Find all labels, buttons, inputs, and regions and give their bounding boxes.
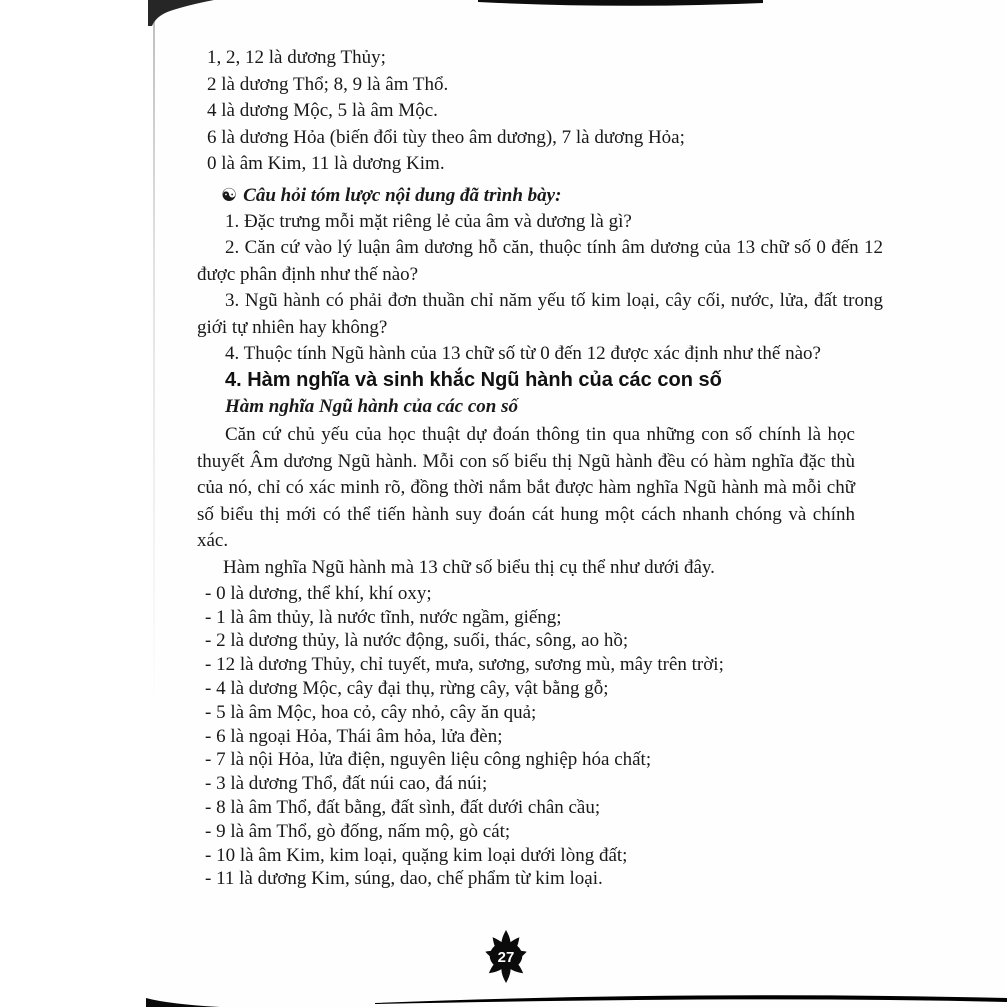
question-item: 4. Thuộc tính Ngũ hành của 13 chữ số từ 0 đến 12 được xác định như thế nào? [225,343,821,364]
question-item: 2. Căn cứ vào lý luận âm dương hỗ căn, thuộc tính âm dương của 13 chữ số 0 đến 12 được phân định như thế nào? [197,237,883,285]
element-assignment-line: 0 là âm Kim, 11 là dương Kim. [207,153,445,175]
body-paragraph: Căn cứ chủ yếu của học thuật dự đoán thông tin qua những con số chính là học thuyết Âm dương Ngũ hành. Mỗi con số biểu thị Ngũ hành đều có hàm nghĩa đặc thù của nó, chỉ có xác minh rõ, đồng thời nắm bắt được hàm nghĩa Ngũ hành mà mỗi chữ số biểu thị mới có thể tiến hành suy đoán cát hung một cách nhanh chóng và chính xác. [197,424,855,552]
yin-yang-icon: ☯ [221,184,238,205]
meaning-item: - 9 là âm Thổ, gò đống, nấm mộ, gò cát; [205,820,511,842]
meaning-item: - 4 là dương Mộc, cây đại thụ, rừng cây, vật bằng gỗ; [205,678,609,700]
meaning-item: - 1 là âm thủy, là nước tĩnh, nước ngầm, giếng; [205,606,562,628]
questions-heading-label: Câu hỏi tóm lược nội dung đã trình bày: [243,184,562,206]
question-item: 3. Ngũ hành có phải đơn thuần chỉ năm yếu tố kim loại, cây cối, nước, lửa, đất trong giới tự nhiên hay không? [197,290,883,338]
meaning-item: - 11 là dương Kim, súng, dao, chế phẩm từ kim loại. [205,868,603,890]
scan-top-edge-curve [478,0,763,10]
element-assignment-line: 6 là dương Hỏa (biến đổi tùy theo âm dương), 7 là dương Hỏa; [207,126,685,148]
element-assignment-line: 2 là dương Thổ; 8, 9 là âm Thổ. [207,73,449,95]
questions-heading [197,182,883,209]
scan-corner-mark-bottom-left [146,994,220,1007]
meaning-item: - 2 là dương thủy, là nước động, suối, thác, sông, ao hồ; [205,630,629,652]
meaning-item: - 8 là âm Thổ, đất bằng, đất sình, đất dưới chân cầu; [205,797,601,819]
sub-heading: Hàm nghĩa Ngũ hành của các con số [225,396,518,418]
element-assignment-line: 4 là dương Mộc, 5 là âm Mộc. [207,100,438,122]
scan-bottom-edge-curve [375,992,1007,1007]
meaning-item: - 3 là dương Thổ, đất núi cao, đá núi; [205,773,488,795]
scan-corner-mark-top-left [146,0,218,26]
list-intro-line: Hàm nghĩa Ngũ hành mà 13 chữ số biểu thị cụ thể như dưới đây. [223,557,715,579]
meaning-item: - 7 là nội Hỏa, lửa điện, nguyên liệu công nghiệp hóa chất; [205,749,652,771]
meaning-item: - 12 là dương Thủy, chỉ tuyết, mưa, sương, sương mù, mây trên trời; [205,654,724,676]
page-text-block [197,45,883,891]
meaning-item: - 6 là ngoại Hỏa, Thái âm hỏa, lửa đèn; [205,725,503,747]
meaning-item: - 5 là âm Mộc, hoa cỏ, cây nhỏ, cây ăn quả; [205,701,537,723]
section-heading: 4. Hàm nghĩa và sinh khắc Ngũ hành của các con số [225,369,722,392]
meaning-item: - 0 là dương, thể khí, khí oxy; [205,582,432,604]
meaning-item: - 10 là âm Kim, kim loại, quặng kim loại dưới lòng đất; [205,844,628,866]
number-meanings-list [197,582,883,891]
page-number-ornament [472,927,540,990]
question-item: 1. Đặc trưng mỗi mặt riêng lẻ của âm và dương là gì? [225,210,632,232]
page-left-edge-shadow [153,10,155,710]
element-assignment-line: 1, 2, 12 là dương Thủy; [207,47,386,68]
page-number: 27 [497,948,515,966]
